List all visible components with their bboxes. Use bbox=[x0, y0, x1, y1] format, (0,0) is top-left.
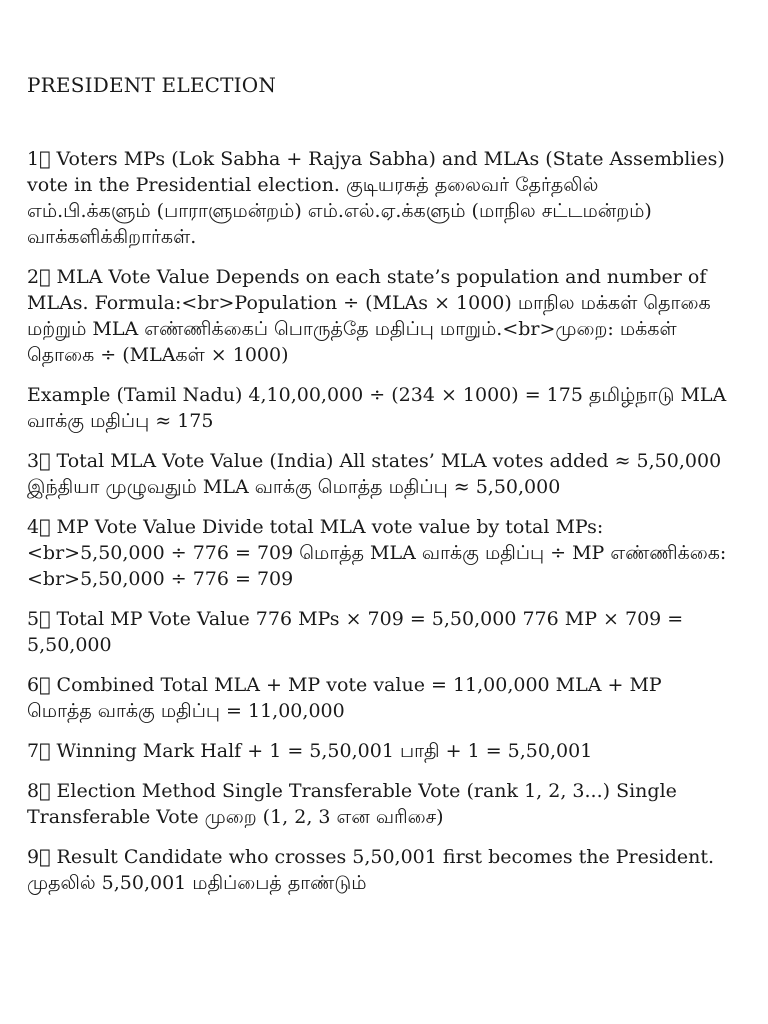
document-body bbox=[27, 72, 727, 910]
paragraph-voters: 1⃣ Voters MPs (Lok Sabha + Rajya Sabha) and MLAs (State Assemblies) vote in the Presidential election. குடியரசுத் தலைவர் தேர்தலில் எம்.பி.க்களும் (பாராளுமன்றம்) எம்.எல்.ஏ.க்களும் (மாநில சட்டமன்றம்) வாக்களிக்கிறார்கள். bbox=[27, 148, 725, 248]
paragraph-combined-total: 6⃣ Combined Total MLA + MP vote value = 11,00,000 MLA + MP மொத்த வாக்கு மதிப்பு = 11,00,000 bbox=[27, 674, 662, 722]
document-title: PRESIDENT ELECTION bbox=[27, 73, 277, 97]
paragraph-result: 9⃣ Result Candidate who crosses 5,50,001 first becomes the President. முதலில் 5,50,001 மதிப்பைத் தாண்டும் bbox=[27, 846, 715, 894]
paragraph-total-mla-vote-value: 3⃣ Total MLA Vote Value (India) All states’ MLA votes added ≈ 5,50,000 இந்தியா முழுவதும் MLA வாக்கு மொத்த மதிப்பு ≈ 5,50,000 bbox=[27, 450, 722, 498]
paragraph-winning-mark: 7⃣ Winning Mark Half + 1 = 5,50,001 பாதி + 1 = 5,50,001 bbox=[27, 740, 593, 762]
paragraph-mp-vote-value: 4⃣ MP Vote Value Divide total MLA vote value by total MPs: <br>5,50,000 ÷ 776 = 709 மொத்த MLA வாக்கு மதிப்பு ÷ MP எண்ணிக்கை:<br>5,50,000 ÷ 776 = 709 bbox=[27, 516, 727, 590]
paragraph-total-mp-vote-value: 5⃣ Total MP Vote Value 776 MPs × 709 = 5,50,000 776 MP × 709 = 5,50,000 bbox=[27, 608, 684, 656]
paragraph-mla-vote-value: 2⃣ MLA Vote Value Depends on each state’s population and number of MLAs. Formula:<br>Population ÷ (MLAs × 1000) மாநில மக்கள் தொகை மற்றும் MLA எண்ணிக்கைப் பொருத்தே மதிப்பு மாறும்.<br>முறை: மக்கள் தொகை ÷ (MLAகள் × 1000) bbox=[27, 266, 711, 366]
paragraph-election-method: 8⃣ Election Method Single Transferable Vote (rank 1, 2, 3...) Single Transferable Vote முறை (1, 2, 3 என வரிசை) bbox=[27, 780, 677, 828]
paragraph-example-tamil-nadu: Example (Tamil Nadu) 4,10,00,000 ÷ (234 × 1000) = 175 தமிழ்நாடு MLA வாக்கு மதிப்பு ≈ 175 bbox=[27, 384, 727, 432]
